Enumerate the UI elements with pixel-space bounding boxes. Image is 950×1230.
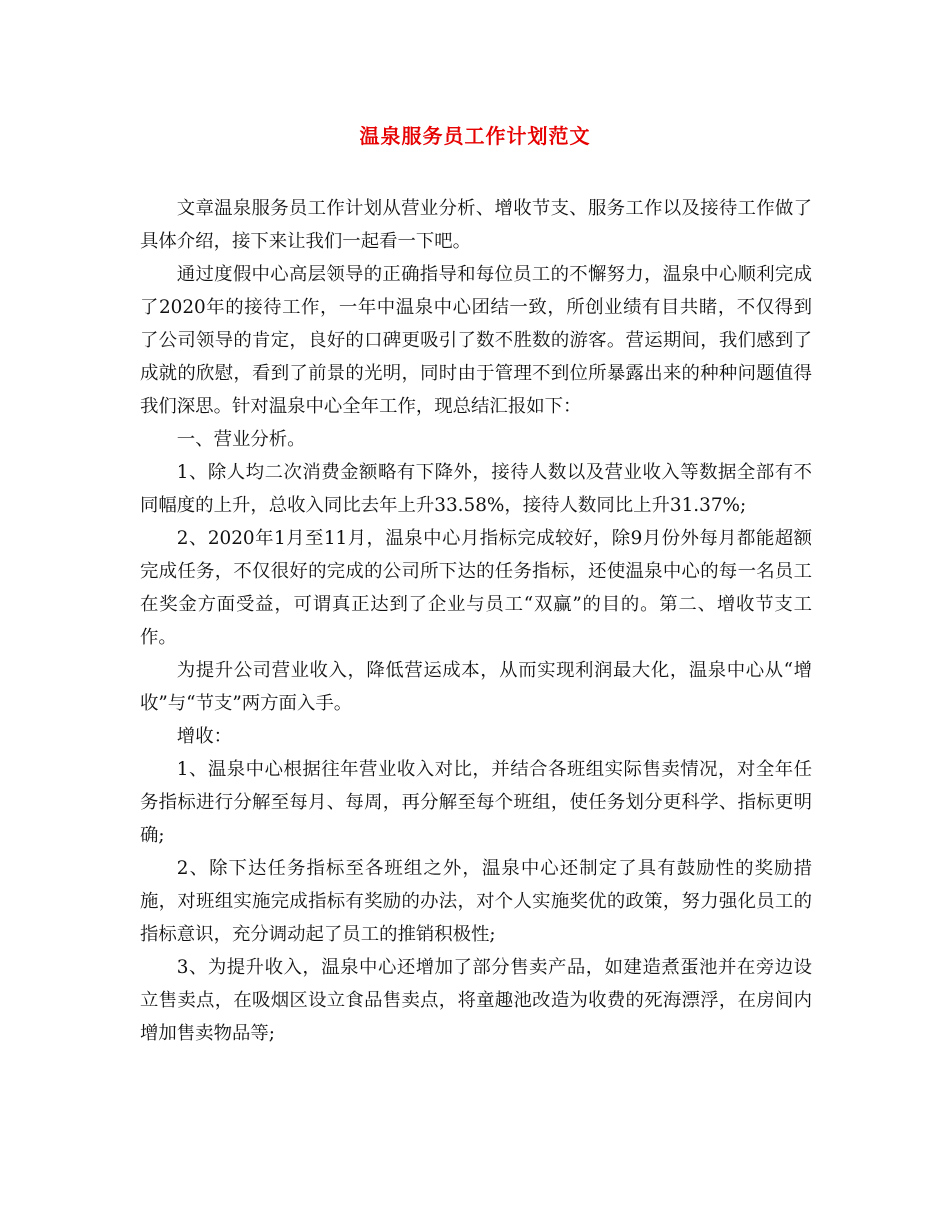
paragraph: 3、为提升收入，温泉中心还增加了部分售卖产品，如建造煮蛋池并在旁边设立售卖点，在吸烟区设立食品售卖点，将童趣池改造为收费的死海漂浮，在房间内增加售卖物品等; — [140, 957, 812, 1044]
paragraph: 通过度假中心高层领导的正确指导和每位员工的不懈努力，温泉中心顺利完成了2020年的接待工作，一年中温泉中心团结一致，所创业绩有目共睹，不仅得到了公司领导的肯定，良好的口碑更吸引了数不胜数的游客。营运期间，我们感到了成就的欣慰，看到了前景的光明，同时由于管理不到位所暴露出来的种种问题值得我们深思。针对温泉中心全年工作，现总结汇报如下： — [140, 264, 812, 417]
paragraph: 2、2020年1月至11月，温泉中心月指标完成较好，除9月份外每月都能超额完成任务，不仅很好的完成的公司所下达的任务指标，还使温泉中心的每一名员工在奖金方面受益，可谓真正达到了企业与员工“双赢”的目的。第二、增收节支工作。 — [140, 528, 812, 648]
paragraph: 2、除下达任务指标至各班组之外，温泉中心还制定了具有鼓励性的奖励措施，对班组实施完成指标有奖励的办法，对个人实施奖优的政策，努力强化员工的指标意识，充分调动起了员工的推销积极性; — [140, 858, 812, 945]
document-title: 温泉服务员工作计划范文 — [359, 124, 591, 148]
paragraph: 1、温泉中心根据往年营业收入对比，并结合各班组实际售卖情况，对全年任务指标进行分解至每月、每周，再分解至每个班组，使任务划分更科学、指标更明确; — [140, 759, 812, 846]
paragraph: 文章温泉服务员工作计划从营业分析、增收节支、服务工作以及接待工作做了具体介绍，接下来让我们一起看一下吧。 — [140, 198, 812, 252]
section-heading: 一、营业分析。 — [176, 429, 306, 450]
subheading: 增收： — [176, 726, 232, 747]
paragraph: 1、除人均二次消费金额略有下降外，接待人数以及营业收入等数据全部有不同幅度的上升，总收入同比去年上升33.58%，接待人数同比上升31.37%; — [140, 462, 812, 516]
document-body — [140, 192, 812, 1050]
paragraph: 为提升公司营业收入，降低营运成本，从而实现利润最大化，温泉中心从“增收”与“节支”两方面入手。 — [140, 660, 812, 714]
